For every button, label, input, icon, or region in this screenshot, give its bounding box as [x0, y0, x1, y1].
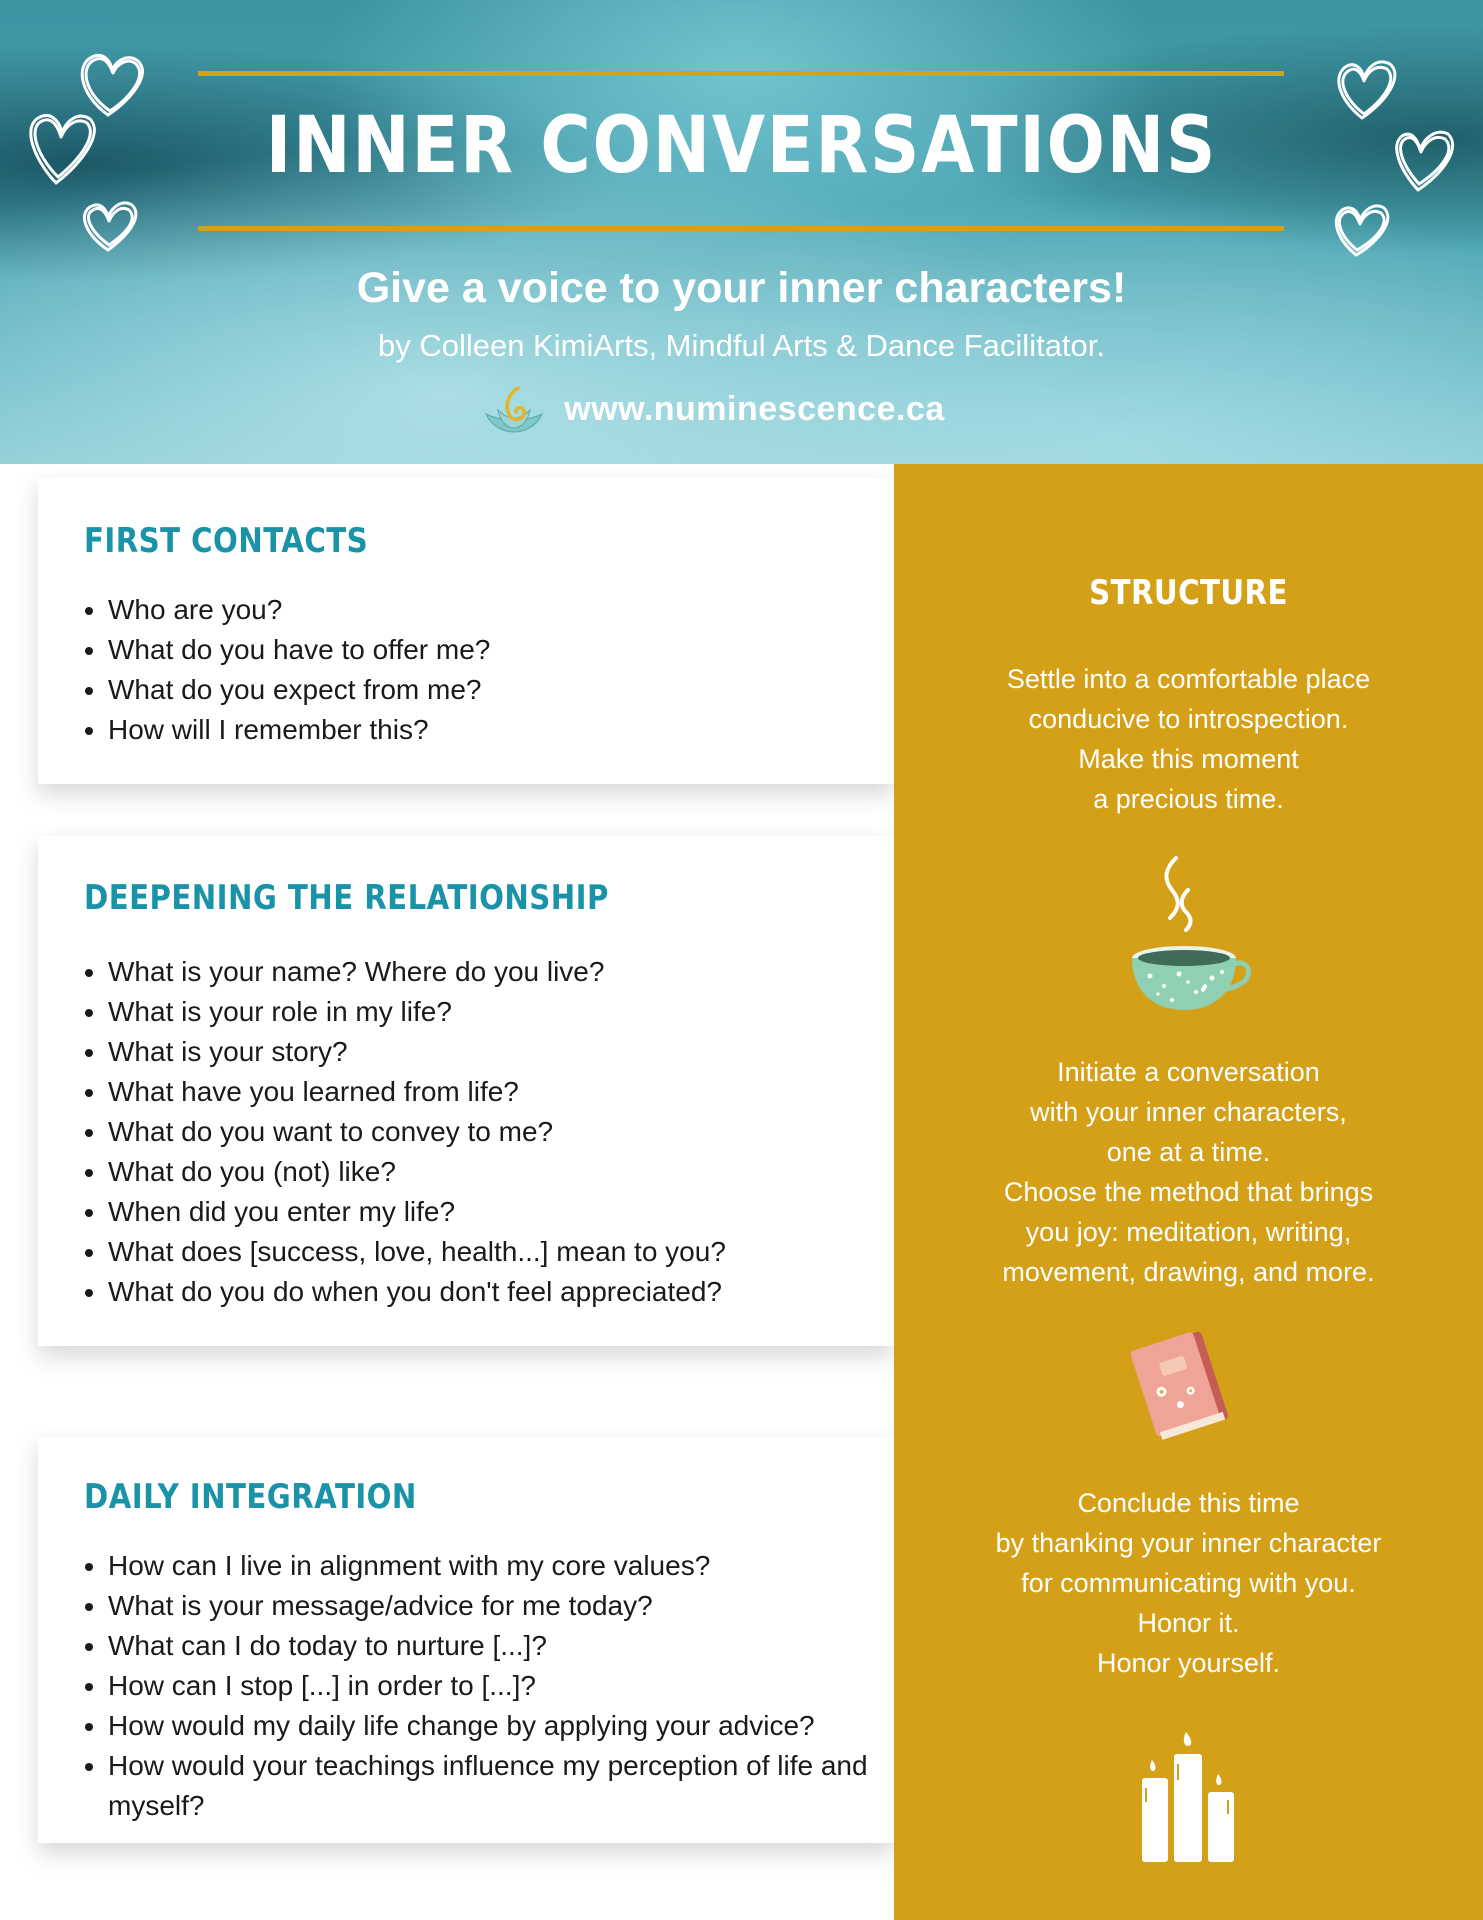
- list-item: • What is your name? Where do you live?: [108, 952, 868, 992]
- list-item: • How can I live in alignment with my core values?: [108, 1546, 868, 1586]
- list-item: • What do you (not) like?: [108, 1152, 868, 1192]
- list-item: • What do you do when you don't feel appreciated?: [108, 1272, 868, 1312]
- list-item: • When did you enter my life?: [108, 1192, 868, 1232]
- structure-step-settle: Settle into a comfortable place conducive to introspection. Make this moment a precious time.: [1006, 664, 1371, 814]
- question-list: [70, 590, 868, 750]
- list-item: • How will I remember this?: [108, 710, 868, 750]
- title-rule-top: [198, 71, 1284, 76]
- list-item: • Who are you?: [108, 590, 868, 630]
- list-item: • What is your message/advice for me today?: [108, 1586, 868, 1626]
- website-row: [0, 384, 1483, 434]
- list-item: • What have you learned from life?: [108, 1072, 868, 1112]
- tea-cup-icon: [1124, 854, 1254, 1014]
- section-card-deepening: [38, 836, 894, 1346]
- structure-step-conclude: Conclude this time by thanking your inner character for communicating with you. Honor it. Honor yourself.: [995, 1488, 1382, 1678]
- section-title-deepening: DEEPENING THE RELATIONSHIP: [84, 878, 609, 918]
- author-byline: by Colleen KimiArts, Mindful Arts & Dance Facilitator.: [377, 328, 1106, 363]
- section-title-first-contacts: FIRST CONTACTS: [84, 521, 369, 561]
- section-card-daily-integration: [38, 1437, 894, 1843]
- section-title-daily-integration: DAILY INTEGRATION: [84, 1477, 417, 1517]
- candles-icon: [1138, 1730, 1238, 1865]
- title-rule-bottom: [198, 226, 1284, 231]
- lotus-logo-icon: [478, 384, 550, 434]
- list-item: • What can I do today to nurture [...]?: [108, 1626, 868, 1666]
- list-item: • What do you have to offer me?: [108, 630, 868, 670]
- structure-step-initiate: Initiate a conversation with your inner characters, one at a time. Choose the method that brings you joy: meditation, writing, movement, drawing, and more.: [1002, 1057, 1375, 1287]
- list-item: • What is your story?: [108, 1032, 868, 1072]
- question-list: [70, 952, 868, 1312]
- page-title: INNER CONVERSATIONS: [265, 101, 1218, 191]
- list-item: • What is your role in my life?: [108, 992, 868, 1032]
- section-card-first-contacts: [38, 478, 894, 784]
- page-subtitle: Give a voice to your inner characters!: [356, 264, 1127, 312]
- website-link[interactable]: www.numinescence.ca: [564, 389, 945, 428]
- list-item: • What do you want to convey to me?: [108, 1112, 868, 1152]
- list-item: • How would my daily life change by applying your advice?: [108, 1706, 868, 1746]
- list-item: • What do you expect from me?: [108, 670, 868, 710]
- question-list: [70, 1546, 868, 1826]
- journal-book-icon: [1124, 1324, 1234, 1444]
- structure-panel: [894, 464, 1483, 1920]
- header-banner: [0, 0, 1483, 464]
- structure-title: STRUCTURE: [1089, 573, 1288, 613]
- list-item: • How would your teachings influence my perception of life and myself?: [108, 1746, 868, 1826]
- list-item: • How can I stop [...] in order to [...]?: [108, 1666, 868, 1706]
- list-item: • What does [success, love, health...] mean to you?: [108, 1232, 868, 1272]
